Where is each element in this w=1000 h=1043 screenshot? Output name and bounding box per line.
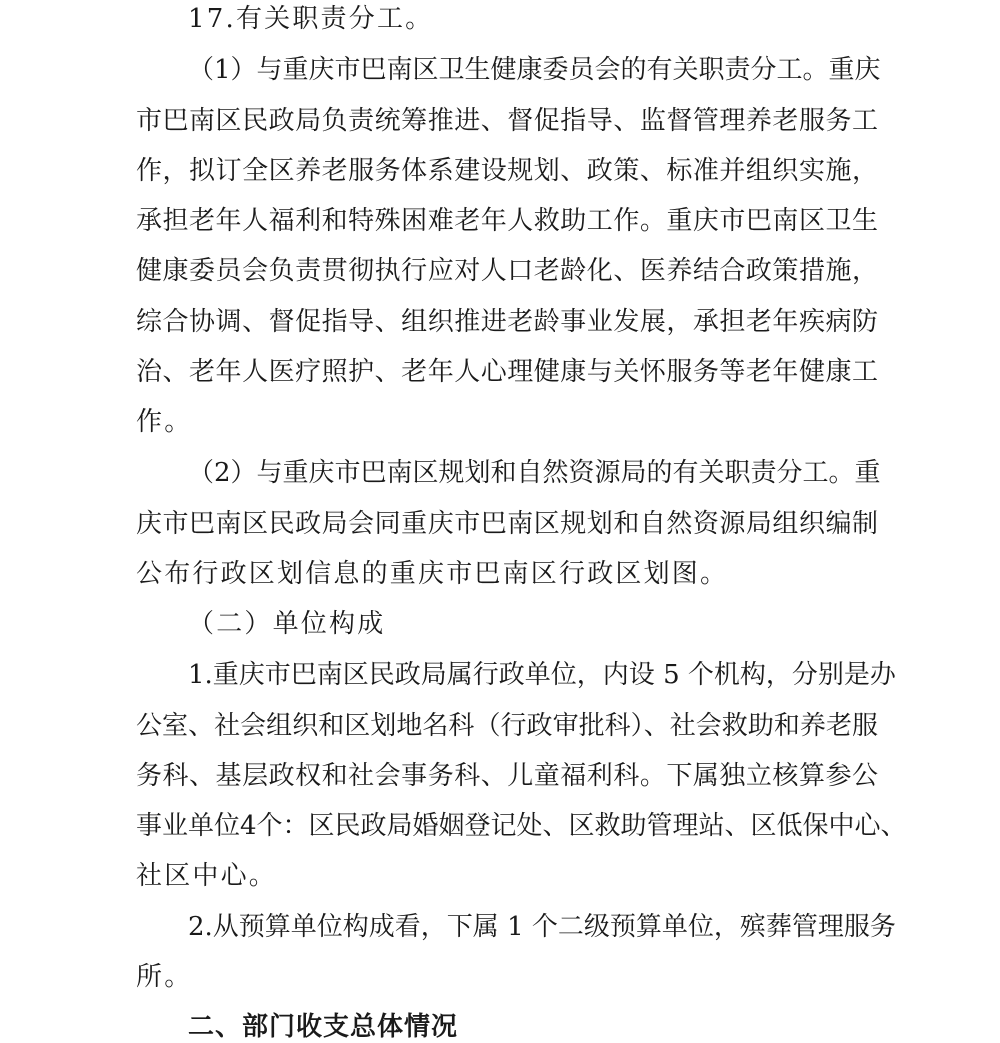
paragraph-line: 1.重庆市巴南区民政局属行政单位，内设 5 个机构，分别是办 xyxy=(188,660,896,690)
paragraph-line: 事业单位4个：区民政局婚姻登记处、区救助管理站、区低保中心、 xyxy=(136,811,907,841)
paragraph-line: 健康委员会负责贯彻执行应对人口老龄化、医养结合政策措施， xyxy=(136,256,878,286)
paragraph-line: （1）与重庆市巴南区卫生健康委员会的有关职责分工。重庆 xyxy=(188,55,881,85)
paragraph-line: 作。 xyxy=(136,407,193,437)
paragraph-line: 综合协调、督促指导、组织推进老龄事业发展，承担老年疾病防 xyxy=(136,307,878,337)
paragraph-line: （2）与重庆市巴南区规划和自然资源局的有关职责分工。重 xyxy=(188,458,881,488)
paragraph-line: 务科、基层政权和社会事务科、儿童福利科。下属独立核算参公 xyxy=(136,761,878,791)
paragraph-line: 2.从预算单位构成看，下属 1 个二级预算单位，殡葬管理服务 xyxy=(188,912,896,942)
paragraph-line: 作，拟订全区养老服务体系建设规划、政策、标准并组织实施， xyxy=(136,156,878,186)
paragraph-line: 市巴南区民政局负责统筹推进、督促指导、监督管理养老服务工 xyxy=(136,106,878,136)
subsection-heading: （二）单位构成 xyxy=(188,609,386,639)
section-item-17: 17.有关职责分工。 xyxy=(188,4,434,34)
paragraph-line: 所。 xyxy=(136,962,193,992)
paragraph-line: 承担老年人福利和特殊困难老年人救助工作。重庆市巴南区卫生 xyxy=(136,206,878,236)
paragraph-line: 公室、社会组织和区划地名科（行政审批科）、社会救助和养老服 xyxy=(136,711,878,741)
paragraph-line: 庆市巴南区民政局会同重庆市巴南区规划和自然资源局组织编制 xyxy=(136,509,878,539)
paragraph-line: 治、老年人医疗照护、老年人心理健康与关怀服务等老年健康工 xyxy=(136,357,878,387)
paragraph-line: 社区中心。 xyxy=(136,861,278,891)
section-heading: 二、部门收支总体情况 xyxy=(188,1012,459,1042)
paragraph-line: 公布行政区划信息的重庆市巴南区行政区划图。 xyxy=(136,559,729,589)
